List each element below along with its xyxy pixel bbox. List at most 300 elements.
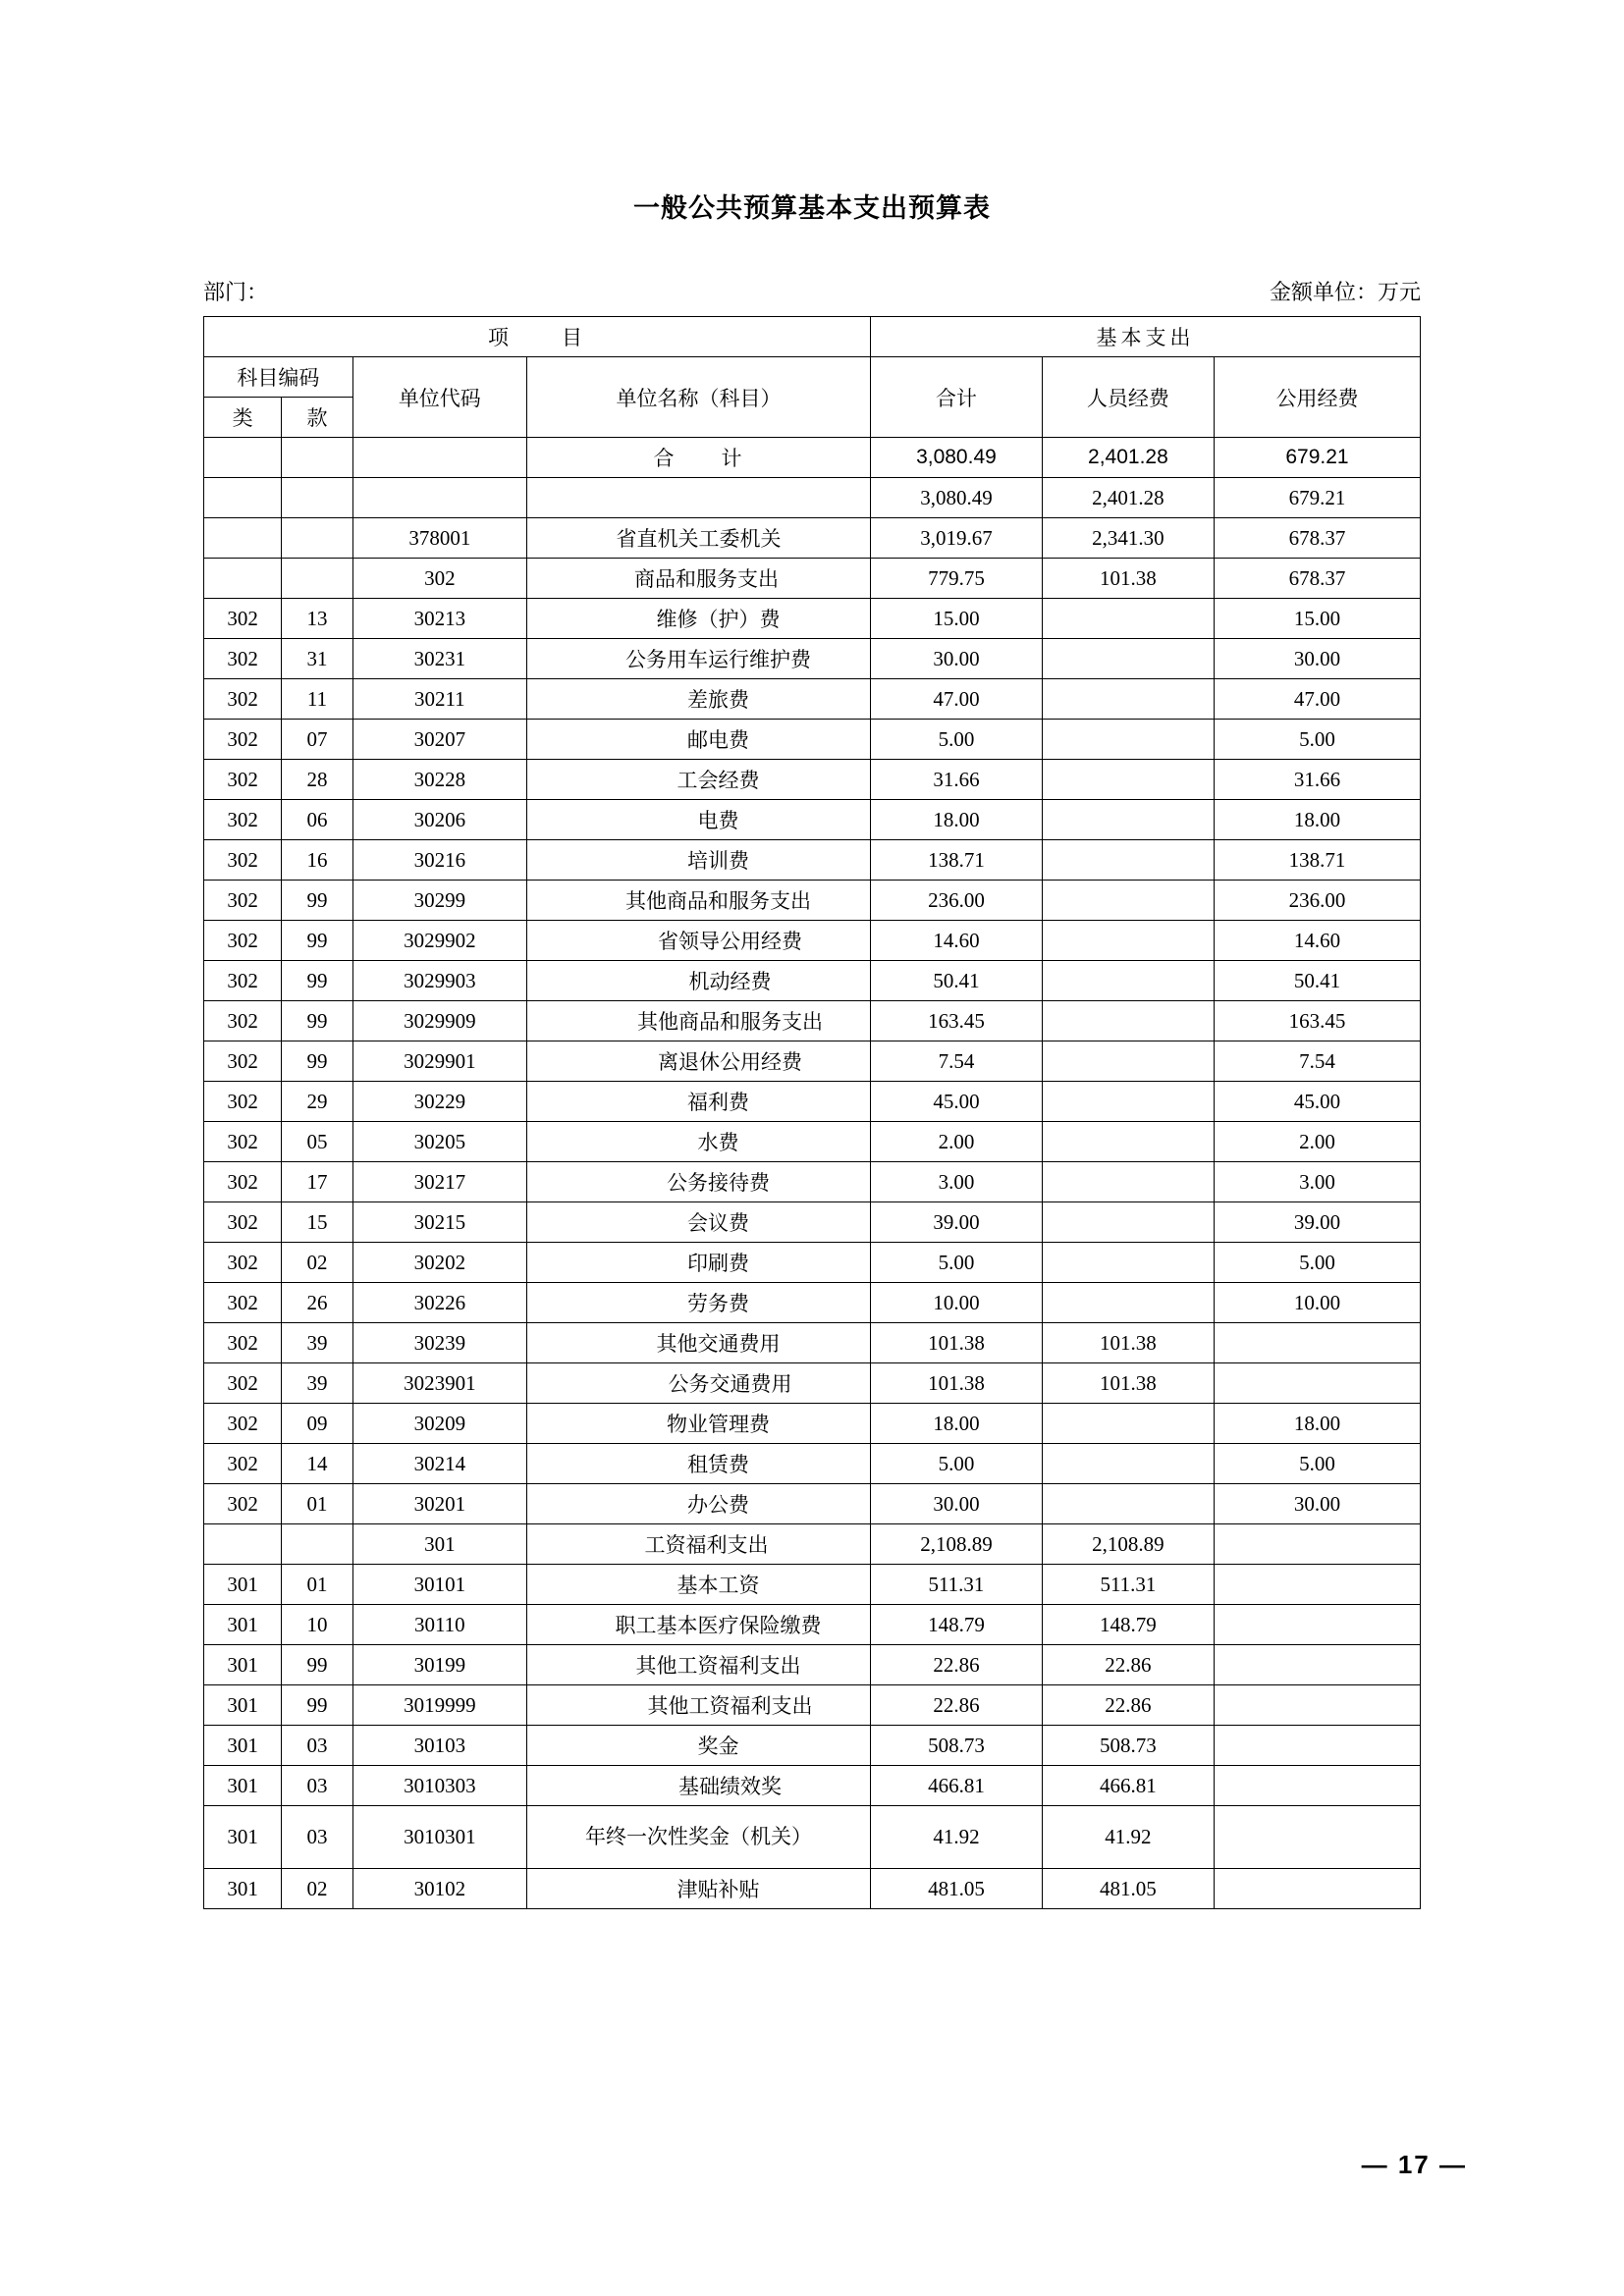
- cell-unit-code: 30228: [352, 760, 526, 800]
- cell-total: 148.79: [870, 1605, 1042, 1645]
- cell-public: 50.41: [1214, 961, 1420, 1001]
- cell-unit-code: 30199: [352, 1645, 526, 1685]
- table-row: [204, 1484, 1421, 1524]
- cell-total: 22.86: [870, 1685, 1042, 1726]
- table-row: [204, 760, 1421, 800]
- table-row: [204, 881, 1421, 921]
- cell-lei: 302: [204, 1323, 282, 1363]
- cell-total: 101.38: [870, 1323, 1042, 1363]
- table-row: [204, 1726, 1421, 1766]
- table-row: [204, 1766, 1421, 1806]
- cell-unit-code: 30231: [352, 639, 526, 679]
- cell-personnel: [1042, 1122, 1214, 1162]
- cell-public: 163.45: [1214, 1001, 1420, 1041]
- cell-total: 30.00: [870, 639, 1042, 679]
- cell-unit-code: 30299: [352, 881, 526, 921]
- cell-unit-name: 劳务费: [526, 1283, 870, 1323]
- cell-kuan: 26: [282, 1283, 352, 1323]
- cell-kuan: [282, 478, 352, 518]
- cell-total: 39.00: [870, 1202, 1042, 1243]
- cell-unit-name: 差旅费: [526, 679, 870, 720]
- cell-kuan: 16: [282, 840, 352, 881]
- cell-personnel: 2,401.28: [1042, 438, 1214, 478]
- cell-public: 2.00: [1214, 1122, 1420, 1162]
- table-row: [204, 1645, 1421, 1685]
- cell-unit-code: 30239: [352, 1323, 526, 1363]
- cell-unit-name: 基础绩效奖: [526, 1766, 870, 1806]
- cell-unit-code: 30205: [352, 1122, 526, 1162]
- cell-personnel: 101.38: [1042, 559, 1214, 599]
- cell-total: 5.00: [870, 1243, 1042, 1283]
- table-row: [204, 800, 1421, 840]
- table-row: [204, 1444, 1421, 1484]
- cell-unit-name: 培训费: [526, 840, 870, 881]
- cell-kuan: 01: [282, 1484, 352, 1524]
- cell-lei: 301: [204, 1869, 282, 1909]
- cell-personnel: [1042, 599, 1214, 639]
- cell-total: 3,080.49: [870, 478, 1042, 518]
- cell-lei: 302: [204, 1122, 282, 1162]
- cell-unit-code: 30103: [352, 1726, 526, 1766]
- header-row-1: [204, 357, 1421, 398]
- header-kuan: 款: [282, 398, 352, 438]
- cell-unit-name: 邮电费: [526, 720, 870, 760]
- cell-unit-name: 其他商品和服务支出: [526, 1001, 870, 1041]
- table-row: [204, 1082, 1421, 1122]
- cell-public: 14.60: [1214, 921, 1420, 961]
- cell-total: 163.45: [870, 1001, 1042, 1041]
- cell-lei: 301: [204, 1685, 282, 1726]
- cell-public: 18.00: [1214, 800, 1420, 840]
- cell-unit-name: 基本工资: [526, 1565, 870, 1605]
- cell-public: 15.00: [1214, 599, 1420, 639]
- table-body: [204, 438, 1421, 1909]
- cell-unit-code: 30216: [352, 840, 526, 881]
- cell-unit-name: 租赁费: [526, 1444, 870, 1484]
- cell-unit-name: 工资福利支出: [526, 1524, 870, 1565]
- cell-unit-code: 3010301: [352, 1806, 526, 1869]
- cell-kuan: 15: [282, 1202, 352, 1243]
- cell-lei: 302: [204, 1202, 282, 1243]
- cell-unit-code: 30214: [352, 1444, 526, 1484]
- cell-unit-code: 3010303: [352, 1766, 526, 1806]
- cell-unit-code: 30211: [352, 679, 526, 720]
- cell-kuan: 05: [282, 1122, 352, 1162]
- cell-lei: 302: [204, 800, 282, 840]
- cell-total: 50.41: [870, 961, 1042, 1001]
- table-row: [204, 1283, 1421, 1323]
- cell-unit-name: 省直机关工委机关: [526, 518, 870, 559]
- cell-public: 10.00: [1214, 1283, 1420, 1323]
- cell-unit-name: 津贴补贴: [526, 1869, 870, 1909]
- cell-personnel: [1042, 961, 1214, 1001]
- cell-unit-name: 水费: [526, 1122, 870, 1162]
- cell-unit-name: 公务接待费: [526, 1162, 870, 1202]
- cell-kuan: 29: [282, 1082, 352, 1122]
- cell-personnel: [1042, 1041, 1214, 1082]
- cell-kuan: 06: [282, 800, 352, 840]
- table-row: [204, 921, 1421, 961]
- cell-public: 18.00: [1214, 1404, 1420, 1444]
- table-row: [204, 599, 1421, 639]
- cell-unit-code: [352, 478, 526, 518]
- cell-unit-code: 3019999: [352, 1685, 526, 1726]
- cell-total: 3.00: [870, 1162, 1042, 1202]
- cell-personnel: [1042, 639, 1214, 679]
- cell-unit-code: 30101: [352, 1565, 526, 1605]
- cell-kuan: 14: [282, 1444, 352, 1484]
- table-row: [204, 438, 1421, 478]
- cell-personnel: 148.79: [1042, 1605, 1214, 1645]
- cell-personnel: 2,341.30: [1042, 518, 1214, 559]
- cell-unit-name: 机动经费: [526, 961, 870, 1001]
- cell-public: 678.37: [1214, 559, 1420, 599]
- cell-lei: 302: [204, 720, 282, 760]
- cell-public: 45.00: [1214, 1082, 1420, 1122]
- table-row: [204, 1404, 1421, 1444]
- table-row: [204, 1323, 1421, 1363]
- cell-public: 138.71: [1214, 840, 1420, 881]
- cell-unit-name: 福利费: [526, 1082, 870, 1122]
- cell-lei: 302: [204, 1162, 282, 1202]
- cell-unit-name: 电费: [526, 800, 870, 840]
- cell-public: 679.21: [1214, 478, 1420, 518]
- cell-kuan: 11: [282, 679, 352, 720]
- cell-kuan: [282, 518, 352, 559]
- cell-unit-code: 378001: [352, 518, 526, 559]
- table-row: [204, 1001, 1421, 1041]
- cell-personnel: 511.31: [1042, 1565, 1214, 1605]
- cell-personnel: [1042, 840, 1214, 881]
- cell-kuan: 07: [282, 720, 352, 760]
- cell-kuan: 99: [282, 881, 352, 921]
- cell-kuan: [282, 1524, 352, 1565]
- cell-unit-code: 3029901: [352, 1041, 526, 1082]
- cell-public: 3.00: [1214, 1162, 1420, 1202]
- cell-public: 5.00: [1214, 1444, 1420, 1484]
- cell-lei: [204, 518, 282, 559]
- table-row: [204, 1806, 1421, 1869]
- cell-unit-code: 30209: [352, 1404, 526, 1444]
- cell-unit-name: 奖金: [526, 1726, 870, 1766]
- cell-total: 31.66: [870, 760, 1042, 800]
- cell-kuan: 10: [282, 1605, 352, 1645]
- cell-lei: 302: [204, 1243, 282, 1283]
- cell-personnel: 466.81: [1042, 1766, 1214, 1806]
- cell-public: [1214, 1869, 1420, 1909]
- cell-unit-code: 30206: [352, 800, 526, 840]
- table-row: [204, 1243, 1421, 1283]
- cell-kuan: 31: [282, 639, 352, 679]
- table-row: [204, 961, 1421, 1001]
- cell-total: 22.86: [870, 1645, 1042, 1685]
- cell-total: 101.38: [870, 1363, 1042, 1404]
- cell-public: 39.00: [1214, 1202, 1420, 1243]
- cell-unit-name: 其他工资福利支出: [526, 1645, 870, 1685]
- cell-public: 678.37: [1214, 518, 1420, 559]
- cell-total: 41.92: [870, 1806, 1042, 1869]
- cell-lei: [204, 559, 282, 599]
- cell-personnel: [1042, 760, 1214, 800]
- cell-kuan: 39: [282, 1363, 352, 1404]
- cell-unit-code: 30207: [352, 720, 526, 760]
- cell-unit-name: 印刷费: [526, 1243, 870, 1283]
- table-row: [204, 679, 1421, 720]
- cell-kuan: 03: [282, 1766, 352, 1806]
- cell-total: 15.00: [870, 599, 1042, 639]
- cell-public: [1214, 1766, 1420, 1806]
- cell-kuan: [282, 438, 352, 478]
- cell-unit-name: 职工基本医疗保险缴费: [526, 1605, 870, 1645]
- header-unit-name: 单位名称（科目）: [526, 357, 870, 438]
- cell-unit-name: 合 计: [526, 438, 870, 478]
- cell-total: 3,080.49: [870, 438, 1042, 478]
- cell-unit-name: 其他工资福利支出: [526, 1685, 870, 1726]
- cell-personnel: [1042, 1484, 1214, 1524]
- header-personnel: 人员经费: [1042, 357, 1214, 438]
- cell-unit-code: 30213: [352, 599, 526, 639]
- header-subject-code: 科目编码: [204, 357, 353, 398]
- cell-unit-name: 工会经费: [526, 760, 870, 800]
- cell-kuan: [282, 559, 352, 599]
- cell-lei: 302: [204, 1484, 282, 1524]
- cell-lei: 302: [204, 961, 282, 1001]
- cell-unit-name: 公务用车运行维护费: [526, 639, 870, 679]
- cell-personnel: 101.38: [1042, 1363, 1214, 1404]
- cell-kuan: 99: [282, 1001, 352, 1041]
- cell-public: 5.00: [1214, 1243, 1420, 1283]
- cell-public: [1214, 1323, 1420, 1363]
- cell-unit-name: 其他交通费用: [526, 1323, 870, 1363]
- cell-total: 2.00: [870, 1122, 1042, 1162]
- cell-public: 31.66: [1214, 760, 1420, 800]
- cell-public: 47.00: [1214, 679, 1420, 720]
- table-row: [204, 559, 1421, 599]
- cell-lei: 301: [204, 1605, 282, 1645]
- cell-lei: 302: [204, 1404, 282, 1444]
- cell-unit-name: 会议费: [526, 1202, 870, 1243]
- cell-personnel: [1042, 1202, 1214, 1243]
- cell-unit-name: 年终一次性奖金（机关）: [526, 1806, 870, 1869]
- cell-unit-name: 省领导公用经费: [526, 921, 870, 961]
- cell-unit-code: 30226: [352, 1283, 526, 1323]
- cell-personnel: [1042, 921, 1214, 961]
- cell-unit-code: 3029902: [352, 921, 526, 961]
- cell-unit-code: [352, 438, 526, 478]
- cell-kuan: 02: [282, 1869, 352, 1909]
- table-row: [204, 1685, 1421, 1726]
- cell-total: 18.00: [870, 1404, 1042, 1444]
- budget-table: [203, 316, 1421, 1909]
- cell-unit-code: 302: [352, 559, 526, 599]
- cell-lei: 302: [204, 599, 282, 639]
- table-row: [204, 1605, 1421, 1645]
- cell-personnel: [1042, 679, 1214, 720]
- cell-public: [1214, 1726, 1420, 1766]
- cell-unit-name: 物业管理费: [526, 1404, 870, 1444]
- cell-kuan: 99: [282, 1645, 352, 1685]
- cell-total: 14.60: [870, 921, 1042, 961]
- cell-unit-name: 维修（护）费: [526, 599, 870, 639]
- cell-lei: 302: [204, 1283, 282, 1323]
- table-row: [204, 720, 1421, 760]
- cell-public: 30.00: [1214, 1484, 1420, 1524]
- cell-personnel: 22.86: [1042, 1645, 1214, 1685]
- cell-total: 18.00: [870, 800, 1042, 840]
- cell-personnel: [1042, 881, 1214, 921]
- table-row: [204, 1041, 1421, 1082]
- cell-personnel: [1042, 1283, 1214, 1323]
- cell-total: 45.00: [870, 1082, 1042, 1122]
- cell-personnel: 22.86: [1042, 1685, 1214, 1726]
- cell-public: 236.00: [1214, 881, 1420, 921]
- cell-lei: 302: [204, 1363, 282, 1404]
- cell-kuan: 02: [282, 1243, 352, 1283]
- cell-kuan: 99: [282, 921, 352, 961]
- cell-lei: 302: [204, 1041, 282, 1082]
- cell-unit-name: [526, 478, 870, 518]
- cell-kuan: 03: [282, 1726, 352, 1766]
- cell-public: [1214, 1565, 1420, 1605]
- cell-lei: [204, 438, 282, 478]
- header-group-row: [204, 317, 1421, 357]
- cell-personnel: [1042, 1001, 1214, 1041]
- cell-lei: 302: [204, 1444, 282, 1484]
- cell-public: 7.54: [1214, 1041, 1420, 1082]
- page-number: — 17 —: [1361, 2150, 1467, 2179]
- cell-total: 511.31: [870, 1565, 1042, 1605]
- cell-personnel: 101.38: [1042, 1323, 1214, 1363]
- cell-lei: 302: [204, 840, 282, 881]
- cell-lei: 301: [204, 1766, 282, 1806]
- cell-total: 10.00: [870, 1283, 1042, 1323]
- table-row: [204, 840, 1421, 881]
- header-lei: 类: [204, 398, 282, 438]
- cell-kuan: 39: [282, 1323, 352, 1363]
- cell-personnel: 508.73: [1042, 1726, 1214, 1766]
- table-row: [204, 1122, 1421, 1162]
- department-label: 部门：: [203, 280, 269, 304]
- cell-unit-code: 30217: [352, 1162, 526, 1202]
- cell-lei: 302: [204, 921, 282, 961]
- cell-unit-code: 30215: [352, 1202, 526, 1243]
- cell-unit-code: 30110: [352, 1605, 526, 1645]
- cell-total: 2,108.89: [870, 1524, 1042, 1565]
- cell-total: 5.00: [870, 720, 1042, 760]
- cell-total: 508.73: [870, 1726, 1042, 1766]
- cell-personnel: [1042, 720, 1214, 760]
- cell-public: [1214, 1806, 1420, 1869]
- cell-kuan: 01: [282, 1565, 352, 1605]
- cell-kuan: 13: [282, 599, 352, 639]
- cell-total: 5.00: [870, 1444, 1042, 1484]
- cell-lei: 302: [204, 639, 282, 679]
- cell-unit-code: 30102: [352, 1869, 526, 1909]
- table-row: [204, 478, 1421, 518]
- cell-personnel: [1042, 1404, 1214, 1444]
- cell-personnel: [1042, 1444, 1214, 1484]
- cell-unit-name: 办公费: [526, 1484, 870, 1524]
- cell-lei: 301: [204, 1645, 282, 1685]
- cell-personnel: 481.05: [1042, 1869, 1214, 1909]
- cell-kuan: 28: [282, 760, 352, 800]
- cell-unit-code: 301: [352, 1524, 526, 1565]
- header-total: 合计: [870, 357, 1042, 438]
- cell-personnel: [1042, 1162, 1214, 1202]
- cell-total: 481.05: [870, 1869, 1042, 1909]
- cell-lei: 301: [204, 1565, 282, 1605]
- cell-public: [1214, 1685, 1420, 1726]
- cell-public: 679.21: [1214, 438, 1420, 478]
- cell-personnel: 41.92: [1042, 1806, 1214, 1869]
- cell-public: [1214, 1605, 1420, 1645]
- amount-unit-label: 金额单位：万元: [1269, 280, 1421, 304]
- cell-total: 47.00: [870, 679, 1042, 720]
- cell-lei: 302: [204, 1082, 282, 1122]
- cell-total: 236.00: [870, 881, 1042, 921]
- cell-kuan: 99: [282, 1685, 352, 1726]
- cell-personnel: 2,108.89: [1042, 1524, 1214, 1565]
- cell-unit-name: 离退休公用经费: [526, 1041, 870, 1082]
- table-row: [204, 1202, 1421, 1243]
- cell-public: 5.00: [1214, 720, 1420, 760]
- table-row: [204, 518, 1421, 559]
- cell-personnel: [1042, 1243, 1214, 1283]
- cell-lei: 302: [204, 1001, 282, 1041]
- cell-unit-name: 其他商品和服务支出: [526, 881, 870, 921]
- header-item-group: 项 目: [204, 317, 871, 357]
- cell-unit-code: 3029909: [352, 1001, 526, 1041]
- table-row: [204, 1524, 1421, 1565]
- cell-total: 138.71: [870, 840, 1042, 881]
- cell-public: [1214, 1524, 1420, 1565]
- cell-total: 466.81: [870, 1766, 1042, 1806]
- cell-public: 30.00: [1214, 639, 1420, 679]
- cell-kuan: 99: [282, 961, 352, 1001]
- table-row: [204, 1363, 1421, 1404]
- cell-unit-code: 30201: [352, 1484, 526, 1524]
- table-row: [204, 1162, 1421, 1202]
- cell-public: [1214, 1363, 1420, 1404]
- cell-lei: 301: [204, 1726, 282, 1766]
- cell-unit-code: 30229: [352, 1082, 526, 1122]
- cell-total: 779.75: [870, 559, 1042, 599]
- page-title: 一般公共预算基本支出预算表: [633, 193, 991, 223]
- table-row: [204, 1565, 1421, 1605]
- cell-kuan: 03: [282, 1806, 352, 1869]
- cell-lei: [204, 478, 282, 518]
- cell-total: 7.54: [870, 1041, 1042, 1082]
- cell-public: [1214, 1645, 1420, 1685]
- cell-unit-name: 公务交通费用: [526, 1363, 870, 1404]
- header-public: 公用经费: [1214, 357, 1420, 438]
- cell-lei: 302: [204, 760, 282, 800]
- table-header: [204, 317, 1421, 438]
- cell-kuan: 17: [282, 1162, 352, 1202]
- cell-lei: 301: [204, 1806, 282, 1869]
- table-row: [204, 639, 1421, 679]
- cell-kuan: 99: [282, 1041, 352, 1082]
- cell-unit-code: 3023901: [352, 1363, 526, 1404]
- header-basic-expenditure-group: 基本支出: [870, 317, 1420, 357]
- cell-unit-code: 30202: [352, 1243, 526, 1283]
- cell-kuan: 09: [282, 1404, 352, 1444]
- cell-total: 3,019.67: [870, 518, 1042, 559]
- cell-lei: 302: [204, 881, 282, 921]
- cell-total: 30.00: [870, 1484, 1042, 1524]
- table-row: [204, 1869, 1421, 1909]
- cell-lei: 302: [204, 679, 282, 720]
